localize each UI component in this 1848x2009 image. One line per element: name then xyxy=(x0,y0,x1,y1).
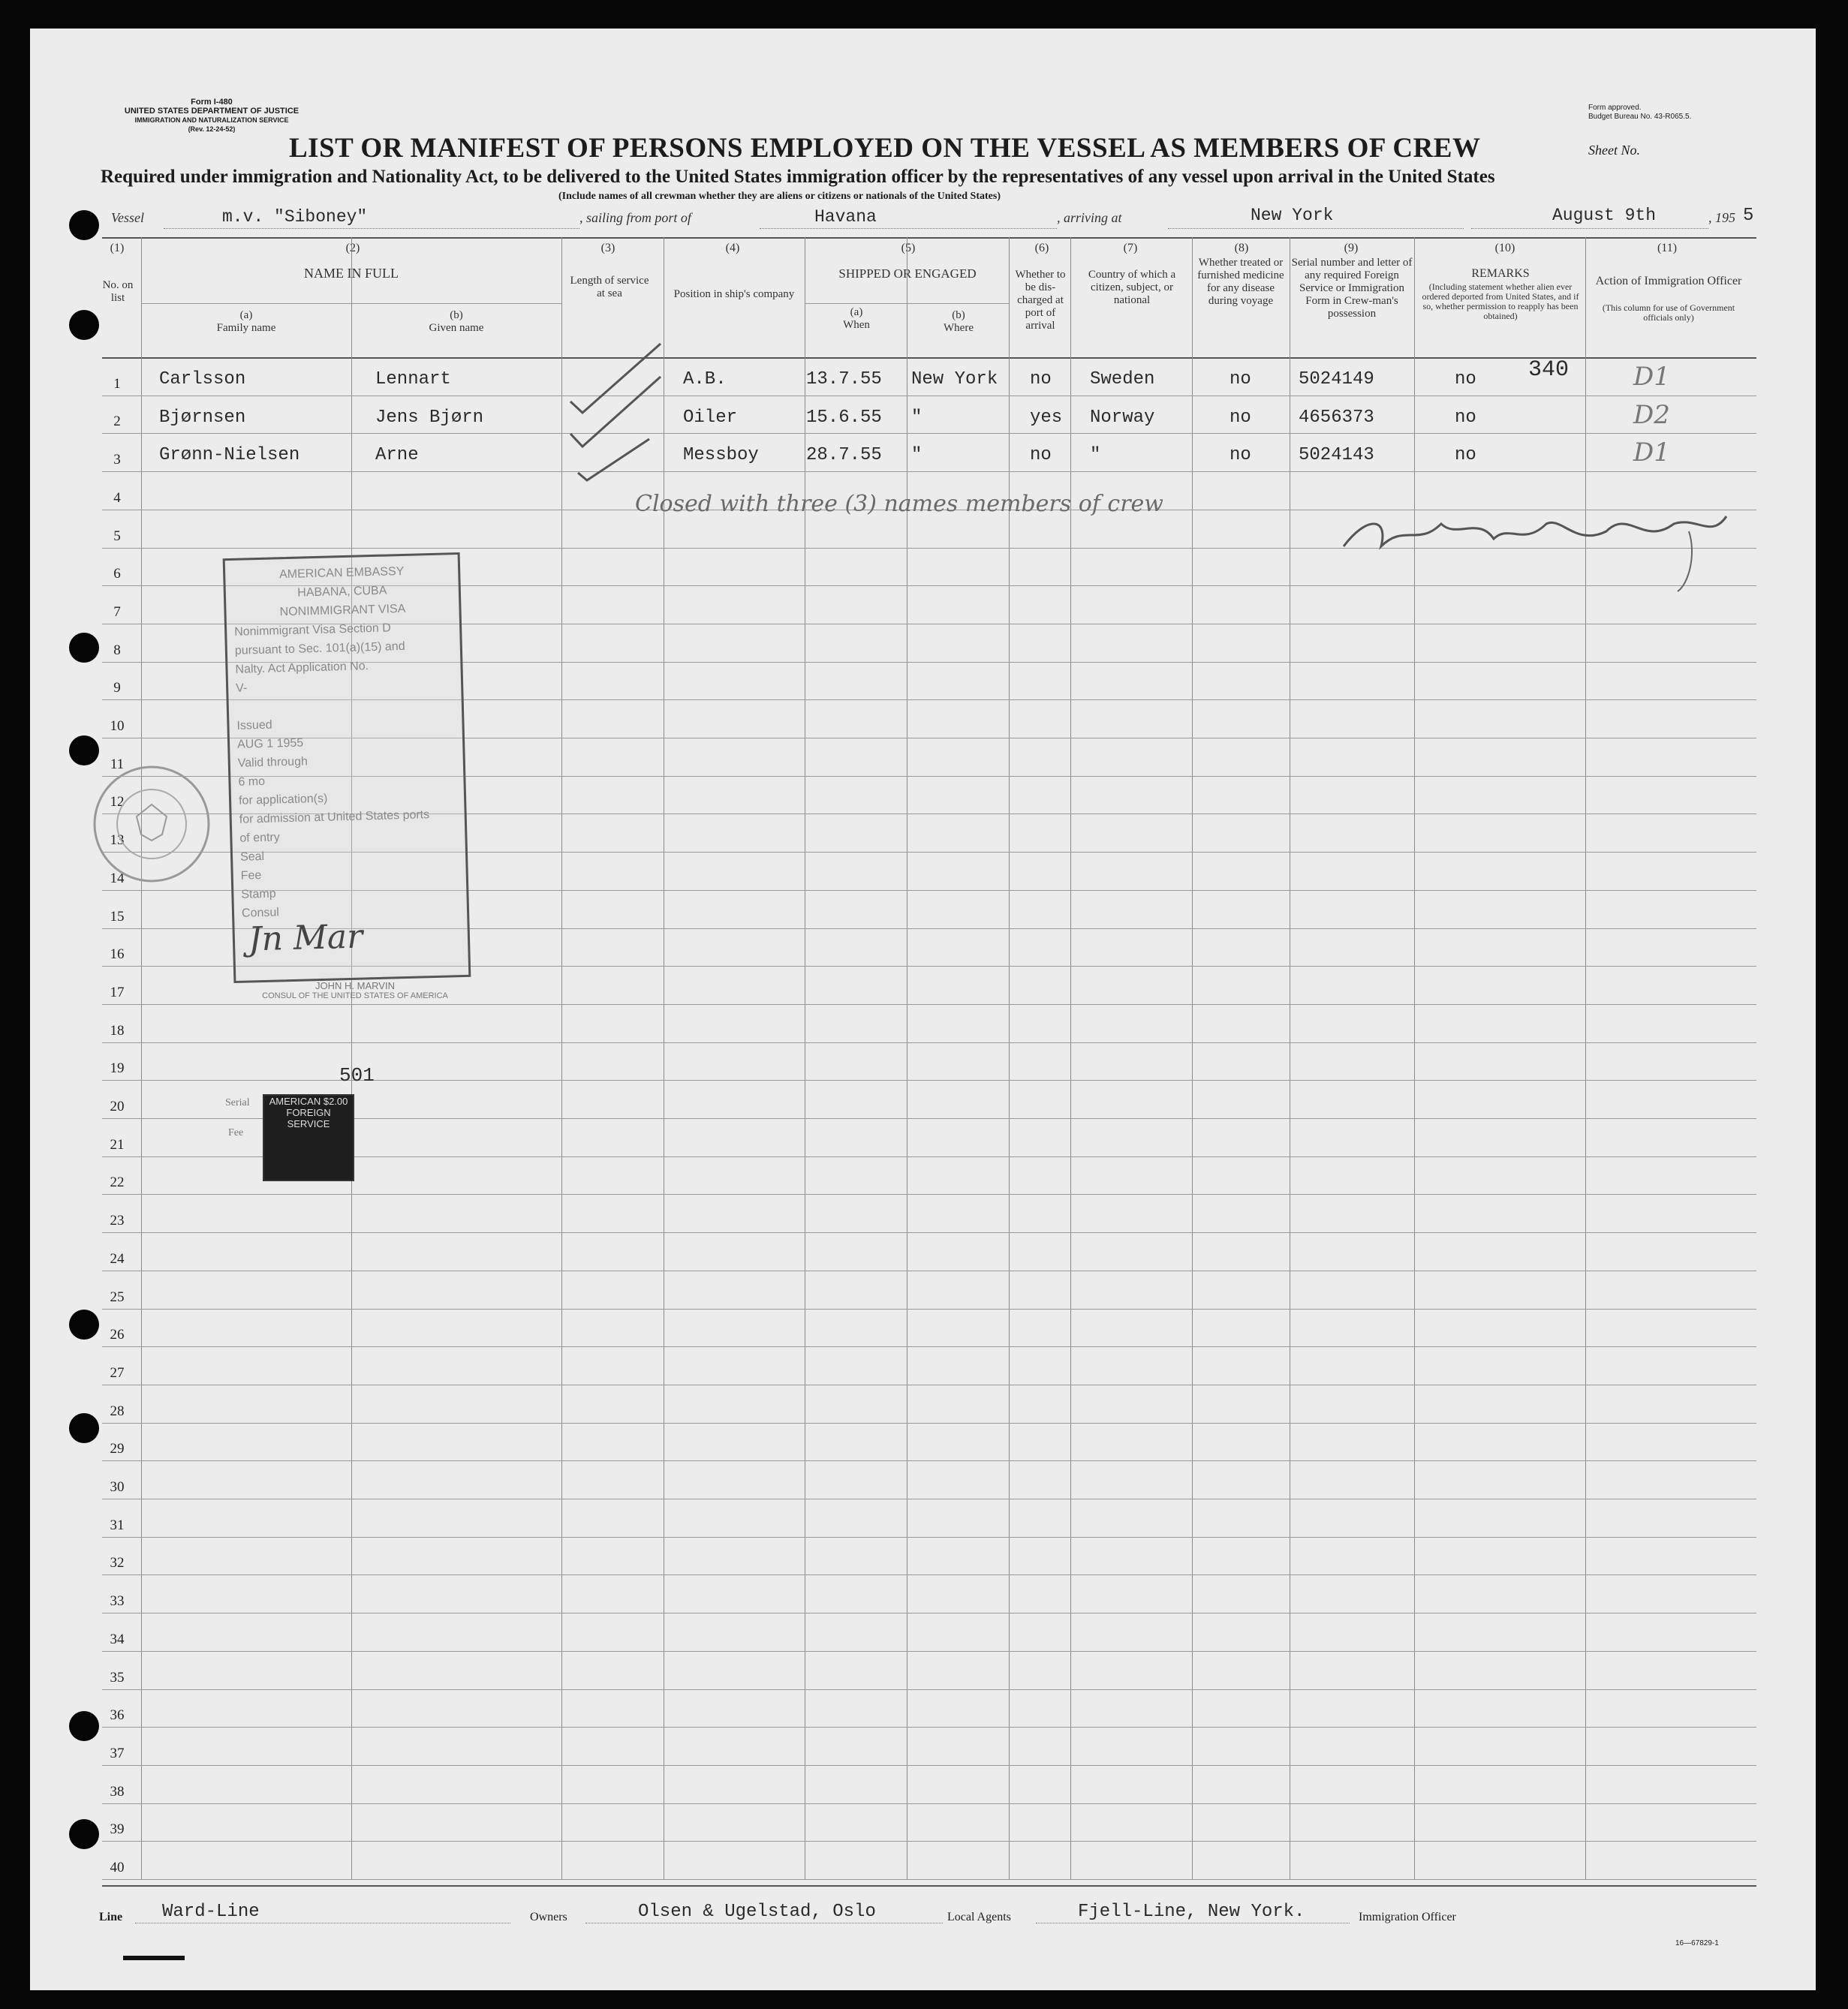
crew-country: Norway xyxy=(1090,407,1155,428)
column-number: (10) xyxy=(1494,242,1515,254)
row-rule xyxy=(102,1232,1756,1233)
row-rule xyxy=(102,1042,1756,1043)
page-subtitle: Required under immigration and Nationality Act, to be delivered to the United States immigration officer by the representatives of any vessel upon arrival in the United States xyxy=(101,167,1495,187)
row-number: 24 xyxy=(110,1250,125,1267)
row-number: 34 xyxy=(110,1631,125,1647)
crew-discharged: yes xyxy=(1030,407,1063,428)
page-title: LIST OR MANIFEST OF PERSONS EMPLOYED ON THE VESSEL AS MEMBERS OF CREW xyxy=(289,133,1481,164)
row-number: 26 xyxy=(110,1327,125,1343)
stamp-text-line: of entry xyxy=(239,831,280,845)
column-number: (2) xyxy=(345,242,360,254)
year-digit: 5 xyxy=(1743,206,1754,226)
row-number: 27 xyxy=(110,1364,125,1381)
vessel-label: Vessel xyxy=(111,210,144,225)
row-number: 17 xyxy=(110,984,125,1000)
crew-remarks: no xyxy=(1455,407,1476,428)
sailing-label: , sailing from port of xyxy=(579,210,691,225)
row-number: 36 xyxy=(110,1707,125,1724)
arrival-date: August 9th xyxy=(1552,206,1657,225)
crew-shipped-when: 15.6.55 xyxy=(806,407,882,428)
fee-label: Fee xyxy=(228,1127,244,1138)
header-length-of-service: Length of service at sea xyxy=(570,275,649,299)
port-underline xyxy=(760,228,1057,229)
row-rule xyxy=(102,1460,1756,1461)
row-number: 23 xyxy=(110,1213,125,1229)
stamp-text-line: AUG 1 1955 xyxy=(236,736,304,751)
stamp-text-line: pursuant to Sec. 101(a)(15) and xyxy=(234,639,405,657)
line-label: Line xyxy=(99,1911,123,1923)
row-number: 30 xyxy=(110,1479,125,1495)
header-medicine: Whether treated or furnished medicine for any disease during voyage xyxy=(1197,257,1284,307)
row-rule xyxy=(102,1689,1756,1690)
officer-label: Immigration Officer xyxy=(1359,1911,1456,1923)
row-number: 11 xyxy=(110,756,125,772)
crew-serial-number: 5024143 xyxy=(1299,445,1374,466)
crew-position: A.B. xyxy=(683,369,727,389)
column-number: (4) xyxy=(725,242,740,254)
header-discharged: Whether to be dis-charged at port of arrival xyxy=(1015,269,1066,332)
print-code: 16—67829-1 xyxy=(1675,1939,1719,1947)
owners-label: Owners xyxy=(530,1911,567,1923)
stamp-text-line: Consul xyxy=(241,906,280,920)
owners-name: Olsen & Ugelstad, Oslo xyxy=(638,1902,876,1922)
row-number: 33 xyxy=(110,1593,125,1610)
stamp-text-line: Issued xyxy=(236,718,272,732)
consul-signature: Jn Mar xyxy=(248,917,363,959)
closing-note: Closed with three (3) names members of crew xyxy=(635,491,1163,517)
stamp-text-line: HABANA, CUBA xyxy=(297,584,387,600)
crew-country: Sweden xyxy=(1090,369,1155,389)
serial-label: Serial xyxy=(225,1097,250,1108)
column-rule xyxy=(1009,237,1010,1879)
vessel-name: m.v. "Siboney" xyxy=(222,207,368,227)
row-number: 31 xyxy=(110,1517,125,1533)
row-number: 38 xyxy=(110,1783,125,1800)
stamp-text-line: 6 mo xyxy=(238,774,266,789)
crew-discharged: no xyxy=(1030,445,1052,466)
crew-given-name: Jens Bjørn xyxy=(375,407,484,428)
row-number: 8 xyxy=(113,642,121,658)
header-remarks: REMARKS xyxy=(1471,267,1530,280)
crew-given-name: Arne xyxy=(375,445,419,466)
column-number: (8) xyxy=(1234,242,1249,254)
crew-given-name: Lennart xyxy=(375,369,451,389)
crew-serial-number: 5024149 xyxy=(1299,369,1374,389)
punch-hole xyxy=(69,210,99,240)
arrival-underline xyxy=(1168,228,1464,229)
stamp-text-line: for application(s) xyxy=(238,792,328,808)
stamp-text-line: Seal xyxy=(239,850,265,864)
revenue-stamp: AMERICAN $2.00 FOREIGN SERVICE xyxy=(263,1094,354,1181)
row-number: 1 xyxy=(113,375,121,392)
table-top-border xyxy=(102,237,1756,239)
row-number: 18 xyxy=(110,1022,125,1039)
row-number: 35 xyxy=(110,1669,125,1686)
stamp-text-line: Valid through xyxy=(237,755,309,770)
vessel-underline xyxy=(164,228,579,229)
header-shipped-or-engaged: SHIPPED OR ENGAGED xyxy=(838,266,977,281)
row-number: 29 xyxy=(110,1441,125,1457)
header-family-name: (a) Family name xyxy=(216,309,276,334)
crew-remarks: no xyxy=(1455,445,1476,466)
punch-hole xyxy=(69,1310,99,1340)
crew-shipped-when: 28.7.55 xyxy=(806,445,882,466)
crew-remark-number: 340 xyxy=(1528,357,1570,383)
crew-family-name: Carlsson xyxy=(159,369,246,389)
instruction-note: (Include names of all crewman whether they are aliens or citizens or nationals of the United States) xyxy=(558,191,1001,202)
column-number: (3) xyxy=(600,242,615,254)
column-number: (5) xyxy=(901,242,916,254)
row-rule xyxy=(102,1423,1756,1424)
crew-officer-action: D1 xyxy=(1633,362,1670,392)
column-rule xyxy=(141,237,142,1879)
header-position: Position in ship's company xyxy=(673,288,795,300)
row-number: 4 xyxy=(113,489,121,506)
arriving-label: , arriving at xyxy=(1057,210,1122,225)
ink-mark xyxy=(123,1956,185,1960)
header-where: (b) Where xyxy=(944,309,974,334)
row-rule xyxy=(102,1346,1756,1347)
sheet-number-label: Sheet No. xyxy=(1588,143,1640,158)
row-number: 28 xyxy=(110,1403,125,1419)
row-number: 9 xyxy=(113,680,121,696)
table-bottom-border xyxy=(102,1885,1756,1887)
row-rule xyxy=(102,1803,1756,1804)
stamp-text-line: V- xyxy=(235,681,248,695)
row-rule xyxy=(102,1004,1756,1005)
punch-hole xyxy=(69,310,99,340)
crew-shipped-when: 13.7.55 xyxy=(806,369,882,389)
crew-medicine: no xyxy=(1229,369,1251,389)
stamp-text-line: Fee xyxy=(240,869,262,883)
stamp-text-line: NONIMMIGRANT VISA xyxy=(279,602,406,619)
crew-family-name: Grønn-Nielsen xyxy=(159,445,300,466)
punch-hole xyxy=(69,1413,99,1443)
row-number: 16 xyxy=(110,946,125,963)
row-number: 22 xyxy=(110,1174,125,1191)
arrival-port: New York xyxy=(1251,206,1334,225)
stamp-text-line: Stamp xyxy=(241,887,276,901)
header-remarks-note: (Including statement whether alien ever ordered deported from United States, and if so, whether permission to reapply has been obtained) xyxy=(1422,281,1579,321)
header-list-number: No. on list xyxy=(102,279,134,304)
row-number: 3 xyxy=(113,452,121,468)
column-number: (6) xyxy=(1034,242,1049,254)
checkmark-icon xyxy=(555,330,683,488)
header-when: (a) When xyxy=(843,306,870,331)
row-rule xyxy=(102,395,1756,396)
row-rule xyxy=(102,1727,1756,1728)
row-number: 15 xyxy=(110,908,125,925)
column-number: (1) xyxy=(110,242,125,254)
header-given-name: (b) Given name xyxy=(429,309,484,334)
column-rule xyxy=(1070,237,1071,1879)
column-rule xyxy=(351,237,352,1879)
crew-medicine: no xyxy=(1229,445,1251,466)
row-number: 10 xyxy=(110,718,125,734)
header-officer-action-note: (This column for use of Government officials only) xyxy=(1602,302,1735,323)
crew-country: " xyxy=(1090,445,1101,466)
column-number: (11) xyxy=(1657,242,1678,254)
stamp-text-line: for admission at United States ports xyxy=(239,808,430,826)
row-number: 19 xyxy=(110,1060,125,1077)
date-underline xyxy=(1471,228,1708,229)
punch-hole xyxy=(69,633,99,663)
row-number: 32 xyxy=(110,1555,125,1571)
agents-label: Local Agents xyxy=(947,1911,1011,1923)
consular-stamp xyxy=(223,552,471,983)
row-rule xyxy=(102,1651,1756,1652)
crew-shipped-where: " xyxy=(911,445,922,466)
row-number: 37 xyxy=(110,1745,125,1761)
row-number: 7 xyxy=(113,603,121,620)
header-bottom-border xyxy=(102,357,1756,359)
line-name: Ward-Line xyxy=(162,1902,260,1922)
row-rule xyxy=(102,1841,1756,1842)
header-country: Country of which a citizen, subject, or national xyxy=(1088,269,1176,306)
crew-discharged: no xyxy=(1030,369,1052,389)
header-name-in-full: NAME IN FULL xyxy=(304,266,399,281)
row-number: 39 xyxy=(110,1821,125,1838)
agents-name: Fjell-Line, New York. xyxy=(1078,1902,1305,1922)
crew-shipped-where: New York xyxy=(911,369,998,389)
crew-medicine: no xyxy=(1229,407,1251,428)
crew-shipped-where: " xyxy=(911,407,922,428)
officer-signature xyxy=(1336,471,1741,599)
punch-hole xyxy=(69,1819,99,1849)
row-number: 5 xyxy=(113,528,121,544)
crew-position: Messboy xyxy=(683,445,759,466)
row-rule xyxy=(102,1574,1756,1575)
row-rule xyxy=(102,1613,1756,1614)
stamp-text-line: Nalty. Act Application No. xyxy=(235,660,369,676)
header-officer-action: Action of Immigration Officer xyxy=(1595,275,1742,287)
row-rule xyxy=(102,1194,1756,1195)
header-serial-number: Serial number and letter of any required Foreign Service or Immigration Form in Crew-man's possession xyxy=(1291,257,1413,320)
sailing-port: Havana xyxy=(814,207,877,227)
row-rule xyxy=(102,1537,1756,1538)
crew-officer-action: D1 xyxy=(1633,438,1670,468)
crew-officer-action: D2 xyxy=(1633,399,1670,430)
approval-note: Form approved. Budget Bureau No. 43-R065.5. xyxy=(1588,104,1692,121)
stamp-text-line: AMERICAN EMBASSY xyxy=(278,564,405,582)
crew-family-name: Bjørnsen xyxy=(159,407,246,428)
row-rule xyxy=(102,433,1756,434)
column-rule xyxy=(1192,237,1193,1879)
row-rule xyxy=(102,1309,1756,1310)
column-number: (7) xyxy=(1123,242,1138,254)
row-number: 12 xyxy=(110,794,125,811)
embassy-seal-icon xyxy=(84,756,219,892)
crew-remarks: no xyxy=(1455,369,1476,389)
column-number: (9) xyxy=(1344,242,1359,254)
row-number: 21 xyxy=(110,1136,125,1153)
row-number: 14 xyxy=(110,870,125,886)
stamp-text-line: Nonimmigrant Visa Section D xyxy=(233,621,392,639)
row-number: 13 xyxy=(110,832,125,849)
punch-hole xyxy=(69,1711,99,1741)
consul-name: JOHN H. MARVIN CONSUL OF THE UNITED STATES OF AMERICA xyxy=(262,980,448,1000)
row-number: 20 xyxy=(110,1099,125,1114)
crew-position: Oiler xyxy=(683,407,738,428)
row-number: 2 xyxy=(113,414,121,430)
serial-number: 501 xyxy=(339,1064,375,1087)
row-number: 25 xyxy=(110,1289,125,1305)
row-number: 6 xyxy=(113,566,121,582)
form-identifier: Form I-480 UNITED STATES DEPARTMENT OF JUSTICE IMMIGRATION AND NATURALIZATION SERVICE (Rev. 12-24-52) xyxy=(124,98,299,133)
crew-serial-number: 4656373 xyxy=(1299,407,1374,428)
row-number: 40 xyxy=(110,1860,125,1875)
row-rule xyxy=(102,1879,1756,1880)
year-prefix: , 195 xyxy=(1708,210,1735,225)
row-rule xyxy=(102,1765,1756,1766)
